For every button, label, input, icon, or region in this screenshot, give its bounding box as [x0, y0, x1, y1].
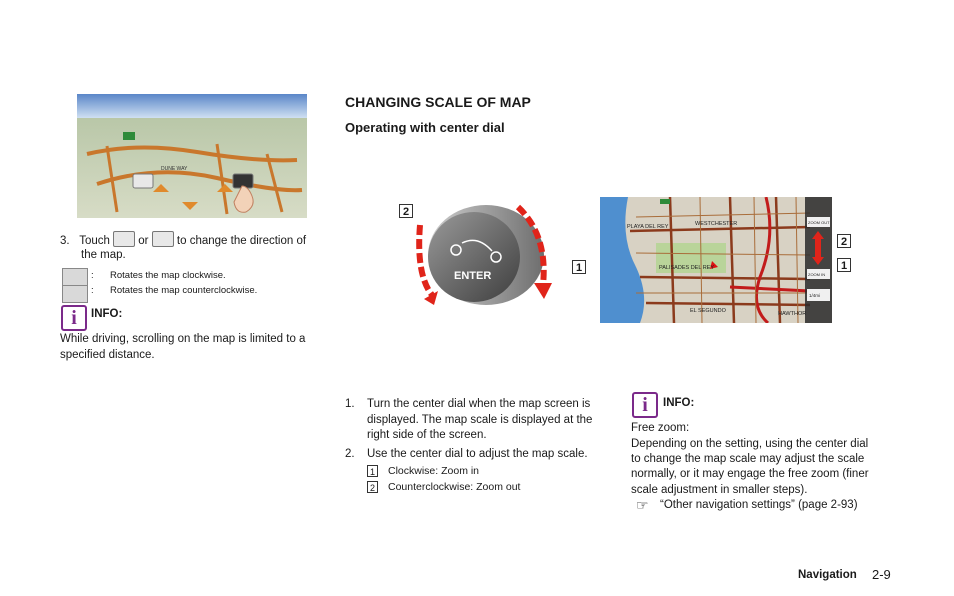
- step-1-line-1: Turn the center dial when the map screen is: [367, 398, 591, 410]
- step-3-number: 3.: [60, 235, 70, 247]
- map-place-5: HAWTHOR: [778, 311, 807, 317]
- 3d-map-illustration: [77, 94, 307, 218]
- rotate-cw-colon: :: [91, 270, 94, 281]
- dial-callout-2: 2: [399, 204, 413, 218]
- reference-link[interactable]: “Other navigation settings” (page 2-93): [660, 499, 858, 511]
- reference-icon: ☞: [636, 497, 649, 513]
- info-line-4: normally, or it may engage the free zoom (finer: [631, 468, 869, 480]
- info-line-1: Free zoom:: [631, 422, 690, 434]
- map-place-3: PALISADES DEL REY: [659, 265, 715, 271]
- subsection-title: Operating with center dial: [345, 120, 505, 135]
- step-3-text-b: to change the direction of: [176, 235, 307, 247]
- dial-callout-1: 1: [572, 260, 586, 274]
- info-title: INFO:: [91, 308, 123, 320]
- step-3-text-a: Touch: [79, 235, 110, 247]
- rotate-cw-icon: [62, 268, 88, 286]
- map-illustration: [600, 197, 832, 323]
- info-icon: [632, 392, 658, 418]
- step-2-item-2-box: 2: [367, 481, 378, 493]
- info-title: INFO:: [663, 397, 695, 409]
- info-glyph: i: [71, 306, 77, 329]
- map-scale-value: 1/4mi: [809, 293, 821, 298]
- rotate-cw-icon: [113, 231, 135, 247]
- 3d-map-figure: [77, 94, 307, 218]
- map-place-1: PLAYA DEL REY: [627, 224, 669, 230]
- zoom-in-label: ZOOM IN: [808, 272, 826, 277]
- info-line-2: specified distance.: [60, 349, 155, 361]
- center-dial-figure: [398, 195, 594, 313]
- info-line-1: While driving, scrolling on the map is limited to a: [60, 333, 306, 345]
- step-3-continuation: the map.: [81, 249, 126, 261]
- road-name-label: DUNE WAY: [161, 166, 188, 172]
- info-line-2: Depending on the setting, using the center dial: [631, 438, 869, 450]
- step-2-item-2-label: Counterclockwise: Zoom out: [388, 481, 521, 493]
- info-glyph: i: [642, 393, 648, 416]
- footer-section: Navigation: [798, 569, 857, 581]
- rotate-ccw-colon: :: [91, 285, 94, 296]
- map-callout-2: 2: [837, 234, 851, 248]
- rotate-ccw-icon: [62, 285, 88, 303]
- info-line-3: to change the map scale may adjust the scale: [631, 453, 865, 465]
- map-callout-1: 1: [837, 258, 851, 272]
- step-1-line-2: displayed. The map scale is displayed at the: [367, 414, 593, 426]
- dial-enter-label: ENTER: [454, 270, 492, 282]
- step-2-item-1-label: Clockwise: Zoom in: [388, 465, 480, 477]
- step-1-number: 1.: [345, 398, 355, 410]
- rotate-ccw-label: Rotates the map counterclockwise.: [110, 285, 258, 296]
- map-place-4: EL SEGUNDO: [690, 308, 726, 314]
- step-1-line-3: right side of the screen.: [367, 429, 487, 441]
- step-2-line-1: Use the center dial to adjust the map scale.: [367, 448, 588, 460]
- info-line-5: scale adjustment in smaller steps).: [631, 484, 808, 496]
- section-title: CHANGING SCALE OF MAP: [345, 94, 531, 110]
- map-place-2: WESTCHESTER: [695, 221, 738, 227]
- rotate-cw-label: Rotates the map clockwise.: [110, 270, 226, 281]
- step-2-number: 2.: [345, 448, 355, 460]
- step-2-item-1-box: 1: [367, 465, 378, 477]
- zoom-out-label: ZOOM OUT: [808, 220, 830, 225]
- center-dial-illustration: [398, 195, 594, 313]
- footer-page-number: 2-9: [872, 567, 891, 582]
- step-3-text-or: or: [138, 235, 149, 247]
- info-icon: [61, 305, 87, 331]
- map-screen: [600, 197, 832, 323]
- rotate-ccw-icon: [152, 231, 174, 247]
